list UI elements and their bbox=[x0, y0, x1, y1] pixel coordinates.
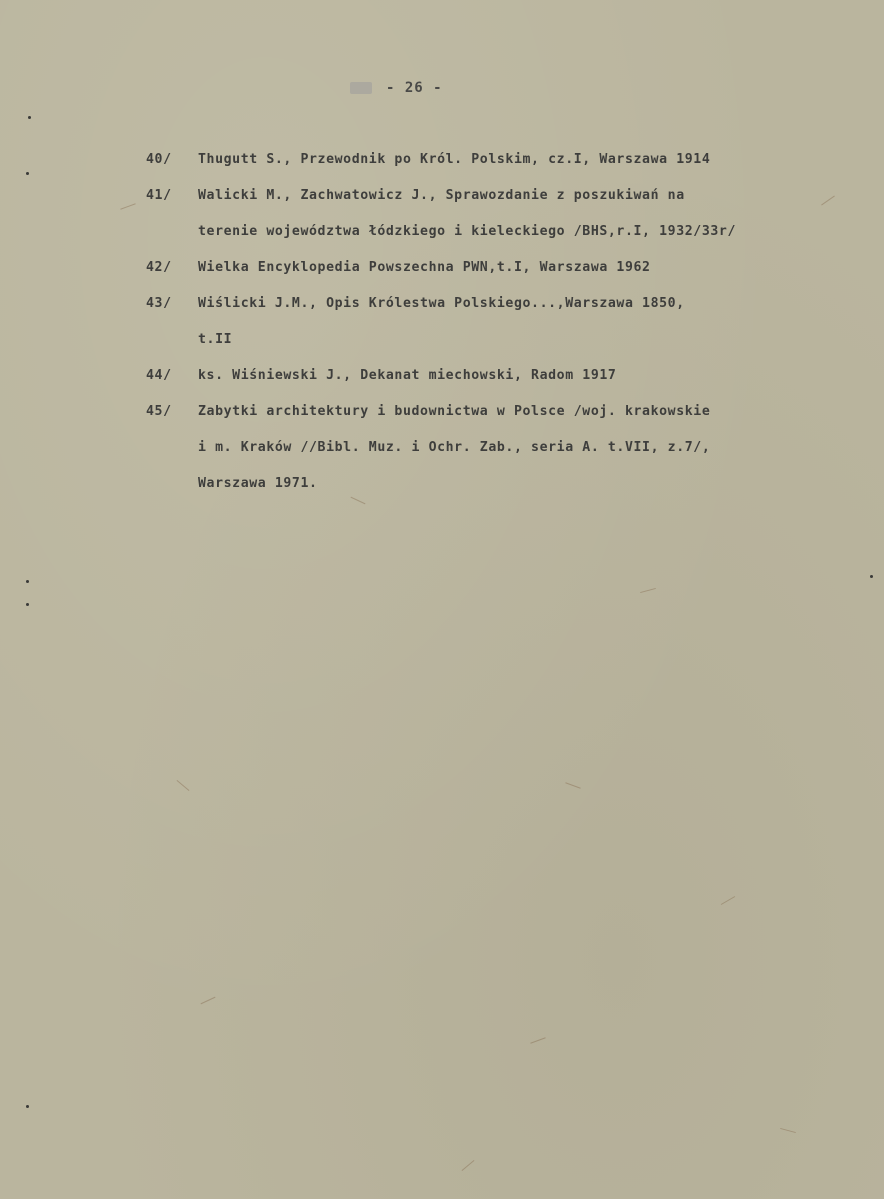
entry-text: Wiślicki J.M., Opis Królestwa Polskiego...,Warszawa 1850, bbox=[198, 296, 685, 311]
entry-number: 42/ bbox=[146, 260, 172, 275]
entry-continuation bbox=[146, 472, 866, 508]
entry-continuation bbox=[146, 328, 866, 364]
paper-fiber bbox=[721, 896, 735, 905]
margin-dot bbox=[26, 603, 29, 606]
entry-number: 45/ bbox=[146, 404, 172, 419]
bibliography-entry-43 bbox=[146, 292, 866, 328]
bibliography-entry-40 bbox=[146, 148, 866, 184]
paper-fiber bbox=[780, 1128, 796, 1133]
paper-fiber bbox=[640, 588, 656, 593]
bibliography-entry-42 bbox=[146, 256, 866, 292]
entry-text: Wielka Encyklopedia Powszechna PWN,t.I, Warszawa 1962 bbox=[198, 260, 651, 275]
bibliography-entry-41 bbox=[146, 184, 866, 220]
entry-number: 43/ bbox=[146, 296, 172, 311]
entry-text: Walicki M., Zachwatowicz J., Sprawozdanie z poszukiwań na bbox=[198, 188, 685, 203]
bibliography-entry-45 bbox=[146, 400, 866, 436]
entry-text: ks. Wiśniewski J., Dekanat miechowski, Radom 1917 bbox=[198, 368, 617, 383]
entry-continuation bbox=[146, 220, 866, 256]
margin-dot bbox=[28, 116, 31, 119]
entry-number: 40/ bbox=[146, 152, 172, 167]
margin-dot bbox=[26, 1105, 29, 1108]
bibliography-entry-44 bbox=[146, 364, 866, 400]
margin-dot bbox=[26, 580, 29, 583]
paper-fiber bbox=[201, 997, 216, 1005]
entry-text: terenie województwa łódzkiego i kieleckiego /BHS,r.I, 1932/33r/ bbox=[198, 224, 736, 239]
entry-text: t.II bbox=[198, 332, 233, 347]
entry-text: Thugutt S., Przewodnik po Król. Polskim, cz.I, Warszawa 1914 bbox=[198, 152, 711, 167]
page-number-header bbox=[350, 80, 443, 96]
paper-fiber bbox=[120, 203, 135, 209]
paper-fiber bbox=[462, 1160, 475, 1171]
entry-number: 44/ bbox=[146, 368, 172, 383]
paper-fiber bbox=[530, 1037, 545, 1043]
entry-text: Zabytki architektury i budownictwa w Polsce /woj. krakowskie bbox=[198, 404, 711, 419]
margin-dot bbox=[26, 172, 29, 175]
entry-text: i m. Kraków //Bibl. Muz. i Ochr. Zab., seria A. t.VII, z.7/, bbox=[198, 440, 711, 455]
paper-fiber bbox=[177, 780, 190, 791]
entry-text: Warszawa 1971. bbox=[198, 476, 318, 491]
bibliography-list bbox=[146, 148, 866, 508]
paper-fiber bbox=[565, 782, 580, 788]
page-number: - 26 - bbox=[386, 80, 443, 96]
archive-stamp-mark bbox=[350, 82, 372, 94]
entry-continuation bbox=[146, 436, 866, 472]
margin-dot bbox=[870, 575, 873, 578]
entry-number: 41/ bbox=[146, 188, 172, 203]
